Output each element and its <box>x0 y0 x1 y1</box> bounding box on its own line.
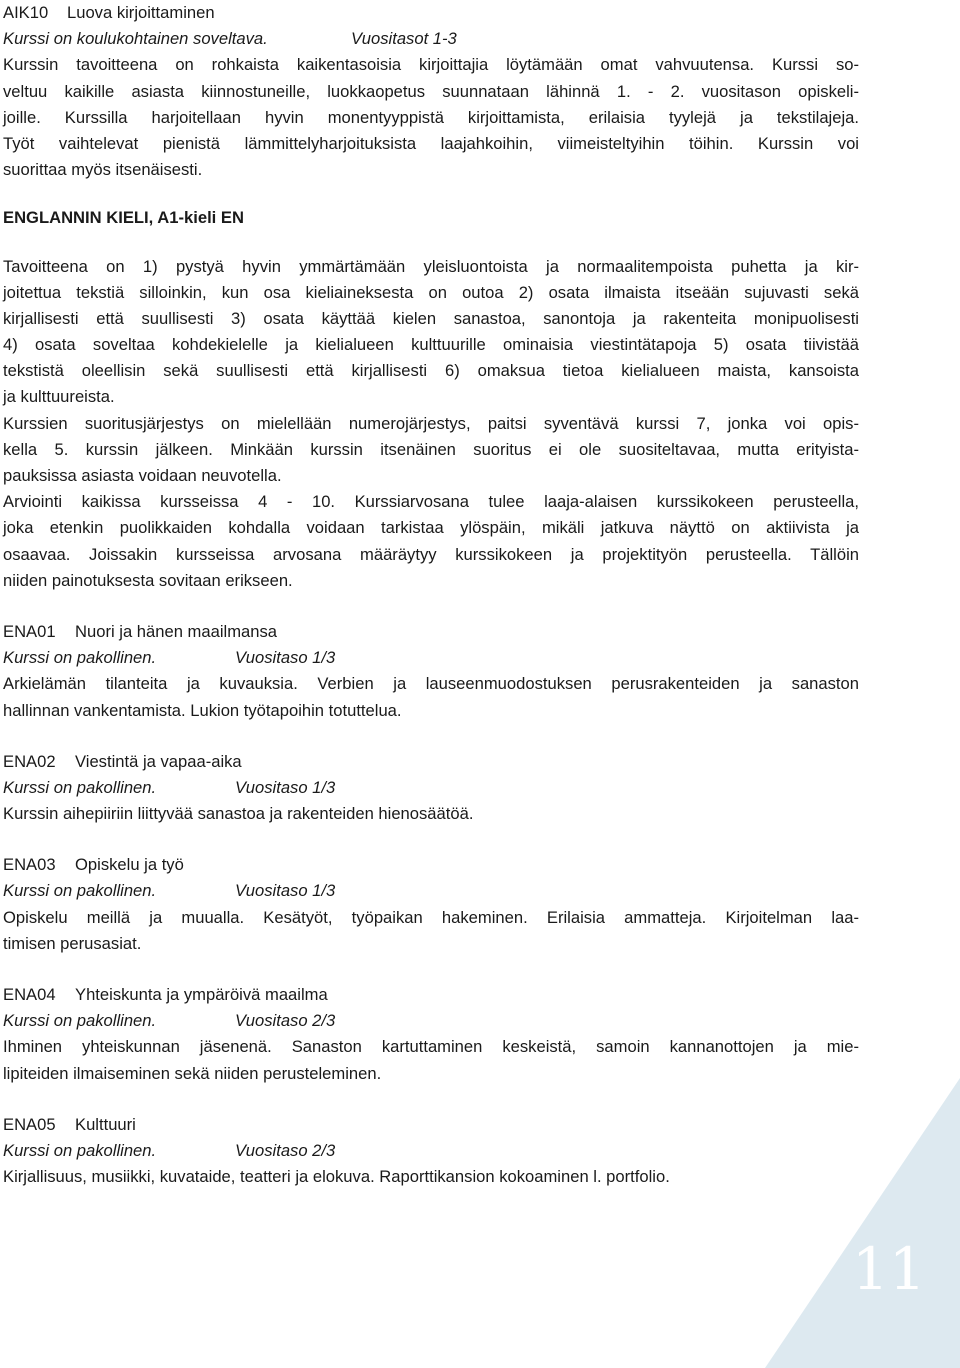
course-ena01 <box>3 619 859 724</box>
course-code: ENA03 <box>3 855 56 875</box>
course-ena02 <box>3 749 859 828</box>
course-ena03 <box>3 852 859 957</box>
text-line: kella 5. kurssin jälkeen. Minkään kurssin itsenäinen suoritus ei ole suositeltavaa, mutta erityista- <box>3 439 859 459</box>
text-line: Kurssin tavoitteena on rohkaista kaikentasoisia kirjoittajia löytämään omat vahvuutensa. Kurssi so- <box>3 55 859 75</box>
course-code: AIK10 <box>3 3 49 22</box>
course-code: ENA01 <box>3 621 56 641</box>
text-line: joitettua tekstiä silloinkin, kun osa kieliaineksesta on outoa 2) osata ilmaista itseään sujuvasti sekä <box>3 282 859 302</box>
text-line: joille. Kurssilla harjoitellaan hyvin monentyyppistä kirjoittamista, erilaisia tyylejä ja tekstilajeja. <box>3 107 859 127</box>
text-line: 4) osata soveltaa kohdekielelle ja kielialueen kulttuurille ominaisia viestintätapoja 5) osata tiivistää <box>3 335 859 355</box>
course-title: Nuori ja hänen maailmansa <box>75 621 278 641</box>
text-line: ja kulttuureista. <box>3 387 115 407</box>
course-code: ENA05 <box>3 1114 56 1134</box>
page-content <box>3 0 859 1190</box>
course-status-line <box>3 26 859 52</box>
course-status: Kurssi on pakollinen. <box>3 777 157 797</box>
course-status-line <box>3 1008 859 1034</box>
text-line: Arviointi kaikissa kursseissa 4 - 10. Kurssiarvosana tulee laaja-alaisen kurssikokeen perusteella, <box>3 492 859 512</box>
course-status: Kurssi on pakollinen. <box>3 1140 157 1160</box>
text-line: tekstistä oleellisin sekä suullisesti että kirjallisesti 6) omaksua tietoa kielialueen maista, kansoista <box>3 361 859 381</box>
text-line: lipiteiden ilmaiseminen sekä niiden perusteleminen. <box>3 1063 382 1083</box>
course-level: Vuositaso 2/3 <box>235 1011 336 1031</box>
course-title-line <box>3 1112 859 1138</box>
text-line: joka etenkin puolikkaiden kohdalla voidaan tarkistaa ylöspäin, mikäli jatkuva näyttö on aktiivista ja <box>3 518 859 538</box>
course-title-line <box>3 0 859 26</box>
section-gap <box>3 724 859 749</box>
text-line: hallinnan vankentamista. Lukion työtapoihin totuttelua. <box>3 700 402 720</box>
course-ena05 <box>3 1112 859 1191</box>
course-title-line <box>3 749 859 775</box>
course-status-line <box>3 1138 859 1164</box>
course-status: Kurssi on pakollinen. <box>3 648 157 668</box>
course-title-line <box>3 619 859 645</box>
text-line: kirjallisesti että suullisesti 3) osata käyttää kielen sanastoa, sanontoja ja rakenteita monipuolisesti <box>3 308 859 328</box>
course-status: Kurssi on pakollinen. <box>3 1011 157 1031</box>
course-level: Vuositaso 1/3 <box>235 648 336 668</box>
course-aik10 <box>3 0 859 183</box>
course-level: Vuositaso 1/3 <box>235 777 336 797</box>
page-number: 11 <box>852 1235 926 1303</box>
text-line: osaavaa. Joissakin kursseissa arvosana määräytyy kurssikokeen ja projektityön perusteella. Tällöin <box>3 544 859 564</box>
course-title: Viestintä ja vapaa-aika <box>75 751 242 771</box>
text-line: Kurssien suoritusjärjestys on mielellään numerojärjestys, paitsi syventävä kurssi 7, jonka voi opis- <box>3 413 859 433</box>
course-status: Kurssi on pakollinen. <box>3 881 157 901</box>
text-line: Kurssin aihepiiriin liittyvää sanastoa ja rakenteiden hienosäätöä. <box>3 804 474 824</box>
text-line: Opiskelu meillä ja muualla. Kesätyöt, työpaikan hakeminen. Erilaisia ammatteja. Kirjoitelman laa- <box>3 907 859 927</box>
course-description <box>3 52 859 183</box>
course-list <box>3 594 859 1190</box>
course-status-line <box>3 645 859 671</box>
text-line: suorittaa myös itsenäisesti. <box>3 160 203 180</box>
section-gap <box>3 594 859 619</box>
course-status: Kurssi on koulukohtainen soveltava. <box>3 29 268 49</box>
course-title-line <box>3 852 859 878</box>
course-title-line <box>3 982 859 1008</box>
section-gap <box>3 1087 859 1112</box>
section-gap <box>3 827 859 852</box>
section-heading: ENGLANNIN KIELI, A1-kieli EN <box>3 208 244 228</box>
course-title: Kulttuuri <box>75 1114 136 1134</box>
course-level: Vuositaso 1/3 <box>235 881 336 901</box>
text-line: Kirjallisuus, musiikki, kuvataide, teatteri ja elokuva. Raporttikansion kokoaminen l. portfolio. <box>3 1167 670 1187</box>
course-level: Vuositasot 1-3 <box>351 29 457 49</box>
course-title: Yhteiskunta ja ympäröivä maailma <box>75 985 328 1004</box>
section-gap <box>3 957 859 982</box>
course-ena04 <box>3 982 859 1087</box>
text-line: pauksissa asiasta voidaan neuvotella. <box>3 466 282 485</box>
text-line: niiden painotuksesta sovitaan erikseen. <box>3 570 293 590</box>
text-line: Tavoitteena on 1) pystyä hyvin ymmärtämään yleisluontoista ja normaalitempoista puhetta ja kir- <box>3 256 859 276</box>
text-line: Työt vaihtelevat pienistä lämmittelyharjoituksista laajahkoihin, viimeisteltyihin töihin. Kurssin voi <box>3 133 859 153</box>
text-line: timisen perusasiat. <box>3 933 142 953</box>
text-line: veltuu kaikille asiasta kiinnostuneille, luokkaopetus suunnataan lähinnä 1. - 2. vuositason opiskeli- <box>3 81 859 101</box>
course-status-line <box>3 878 859 904</box>
text-line: Ihminen yhteiskunnan jäsenenä. Sanaston kartuttaminen keskeistä, samoin kannanottojen ja mie- <box>3 1037 859 1057</box>
text-line: Arkielämän tilanteita ja kuvauksia. Verbien ja lauseenmuodostuksen perusrakenteiden ja sanaston <box>3 674 859 694</box>
course-level: Vuositaso 2/3 <box>235 1140 336 1160</box>
course-code: ENA02 <box>3 751 56 771</box>
english-intro <box>3 254 859 594</box>
course-status-line <box>3 775 859 801</box>
course-title: Luova kirjoittaminen <box>67 3 215 22</box>
course-code: ENA04 <box>3 985 56 1004</box>
course-title: Opiskelu ja työ <box>75 855 184 875</box>
